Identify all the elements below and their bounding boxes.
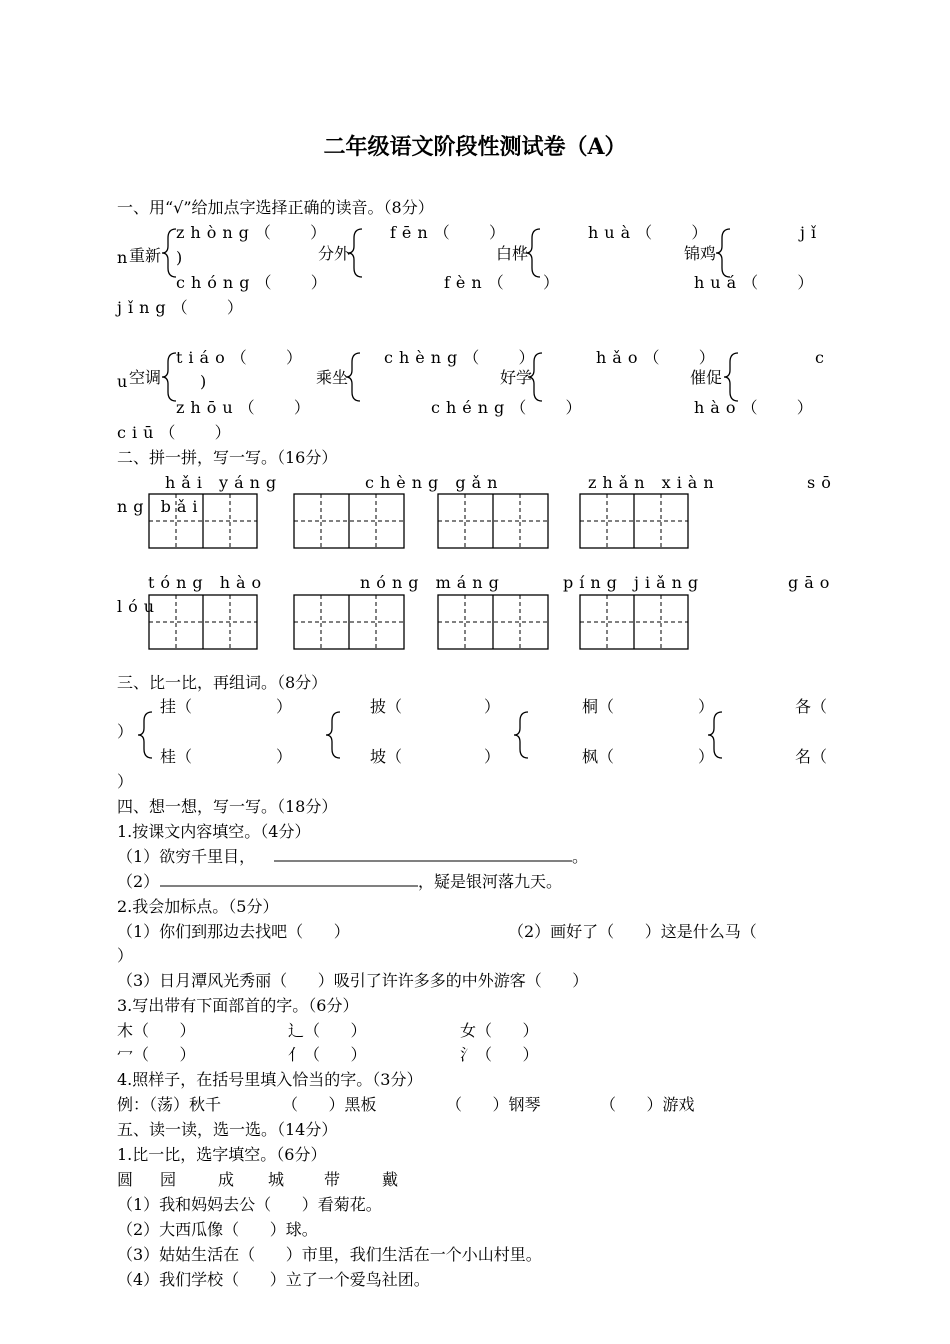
- compare-char: 桐（: [582, 697, 615, 716]
- example: 例：（荡）秋千: [117, 1095, 222, 1114]
- pinyin-option: hào（ ）: [694, 398, 819, 417]
- question: 4.照样子，在括号里填入恰当的字。（3分）: [117, 1070, 423, 1089]
- choice-char: 圆: [117, 1170, 134, 1189]
- brace: [346, 353, 360, 401]
- page-title: 二年级语文阶段性测试卷（A）: [323, 134, 627, 160]
- paren-close: ）: [484, 747, 501, 766]
- pinyin-option: c: [815, 348, 830, 367]
- section5-heading: 五、读一读，选一选。（14分）: [117, 1120, 338, 1139]
- question-item: ）: [117, 946, 134, 965]
- wrap-fragment: ): [176, 248, 183, 267]
- question: 2.我会加标点。（5分）: [117, 897, 279, 916]
- word: 空调: [129, 368, 162, 387]
- question-item: （1）你们到那边去找吧（ ）: [117, 922, 350, 941]
- pinyin-option: huá（ ）: [694, 273, 820, 292]
- choice-char: 戴: [382, 1170, 399, 1189]
- word: 好学: [500, 368, 533, 387]
- paren-close: ）: [276, 747, 293, 766]
- wrap-fragment: ): [200, 372, 207, 391]
- paren-close: ）: [276, 697, 293, 716]
- brace: [514, 712, 528, 758]
- choice-char: 成: [218, 1170, 235, 1189]
- paren-close: ）: [698, 697, 715, 716]
- pinyin-prompt: ng bǎi: [117, 497, 204, 516]
- word: 分外: [318, 244, 351, 263]
- paren-close: ）: [117, 772, 134, 791]
- pinyin-option: huà（ ）: [588, 223, 714, 242]
- brace: [326, 712, 340, 758]
- brace: [526, 229, 540, 277]
- compare-char: 各（: [795, 697, 828, 716]
- brace: [162, 353, 176, 401]
- choice-char: 城: [268, 1170, 285, 1189]
- radical-item: 冖（ ）: [117, 1045, 196, 1064]
- pinyin-option: jǐng（ ）: [117, 298, 249, 317]
- paren-close: ）: [698, 747, 715, 766]
- compare-char: 枫（: [582, 747, 615, 766]
- pinyin-option: chèng（ ）: [384, 348, 541, 367]
- radical-item: 氵（ ）: [460, 1045, 539, 1064]
- pinyin-option: chéng（ ）: [431, 398, 588, 417]
- pinyin-prompt: chèng gǎn: [365, 473, 504, 492]
- pinyin-option: ciū（ ）: [117, 423, 237, 442]
- compare-char: 坡（: [370, 747, 403, 766]
- wrap-fragment: u: [117, 372, 128, 391]
- paren-close: ）: [117, 722, 134, 741]
- pinyin-option: tiáo（ ）: [176, 348, 308, 367]
- compare-char: 披（: [370, 697, 403, 716]
- question-item: （2）画好了（ ）这是什么马（: [508, 922, 757, 941]
- pinyin-prompt: zhǎn xiàn: [588, 473, 720, 492]
- fill-item: （ ）钢琴: [446, 1095, 541, 1114]
- paren-close: ）: [484, 697, 501, 716]
- radical-item: 辶（ ）: [288, 1021, 367, 1040]
- question-item: （2）大西瓜像（ ）球。: [117, 1220, 318, 1239]
- pinyin-option: zhōu（ ）: [176, 398, 316, 417]
- brace: [162, 229, 176, 277]
- brace: [716, 229, 730, 277]
- question-item: （1）欲穷千里目，: [117, 847, 256, 866]
- compare-char: 桂（: [160, 747, 193, 766]
- radical-item: 女（ ）: [460, 1021, 539, 1040]
- pinyin-option: chóng（ ）: [176, 273, 333, 292]
- pinyin-prompt: sō: [807, 473, 837, 492]
- wrap-fragment: n: [117, 248, 128, 267]
- question-item: ，疑是银河落九天。: [418, 872, 563, 891]
- brace: [348, 229, 362, 277]
- pinyin-prompt: gāo: [788, 573, 836, 592]
- fill-item: （ ）黑板: [282, 1095, 377, 1114]
- choice-char: 带: [324, 1170, 341, 1189]
- word: 锦鸡: [684, 244, 717, 263]
- pinyin-prompt: hǎi yáng: [165, 473, 283, 492]
- question: 1.比一比，选字填空。（6分）: [117, 1145, 327, 1164]
- question: 1.按课文内容填空。（4分）: [117, 822, 311, 841]
- brace: [528, 353, 542, 401]
- question-item: （3）日月潭风光秀丽（ ）吸引了许许多多的中外游客（ ）: [117, 971, 589, 990]
- pinyin-option: jǐ: [800, 223, 823, 242]
- question-item: （3）姑姑生活在（ ）市里，我们生活在一个小山村里。: [117, 1245, 542, 1264]
- section4-heading: 四、想一想，写一写。（18分）: [117, 797, 338, 816]
- question: 3.写出带有下面部首的字。（6分）: [117, 996, 359, 1015]
- pinyin-option: fēn（ ）: [390, 223, 511, 242]
- pinyin-prompt: lóu: [117, 597, 161, 616]
- brace: [724, 353, 738, 401]
- word: 白桦: [496, 244, 529, 263]
- question-item: （2）: [117, 872, 160, 891]
- section1-heading: 一、用“√”给加点字选择正确的读音。（8分）: [117, 198, 434, 217]
- pinyin-prompt: tóng hào: [148, 573, 268, 592]
- word: 重新: [129, 246, 162, 265]
- question-item: （1）我和妈妈去公（ ）看菊花。: [117, 1195, 382, 1214]
- question-item: 。: [572, 847, 589, 866]
- word: 乘坐: [316, 368, 349, 387]
- pinyin-option: zhòng（ ）: [176, 223, 333, 242]
- question-item: （4）我们学校（ ）立了一个爱鸟社团。: [117, 1270, 430, 1289]
- section3-heading: 三、比一比，再组词。（8分）: [117, 673, 328, 692]
- compare-char: 名（: [795, 747, 828, 766]
- radical-item: 亻（ ）: [288, 1045, 367, 1064]
- brace: [138, 712, 152, 758]
- pinyin-option: fèn（ ）: [444, 273, 565, 292]
- pinyin-prompt: píng jiǎng: [563, 573, 705, 592]
- choice-char: 园: [160, 1170, 177, 1189]
- fill-item: （ ）游戏: [600, 1095, 695, 1114]
- radical-item: 木（ ）: [117, 1021, 196, 1040]
- pinyin-option: hǎo（ ）: [596, 348, 721, 367]
- pinyin-prompt: nóng máng: [360, 573, 505, 592]
- section2-heading: 二、拼一拼，写一写。（16分）: [117, 448, 338, 467]
- compare-char: 挂（: [160, 697, 193, 716]
- word: 催促: [690, 368, 723, 387]
